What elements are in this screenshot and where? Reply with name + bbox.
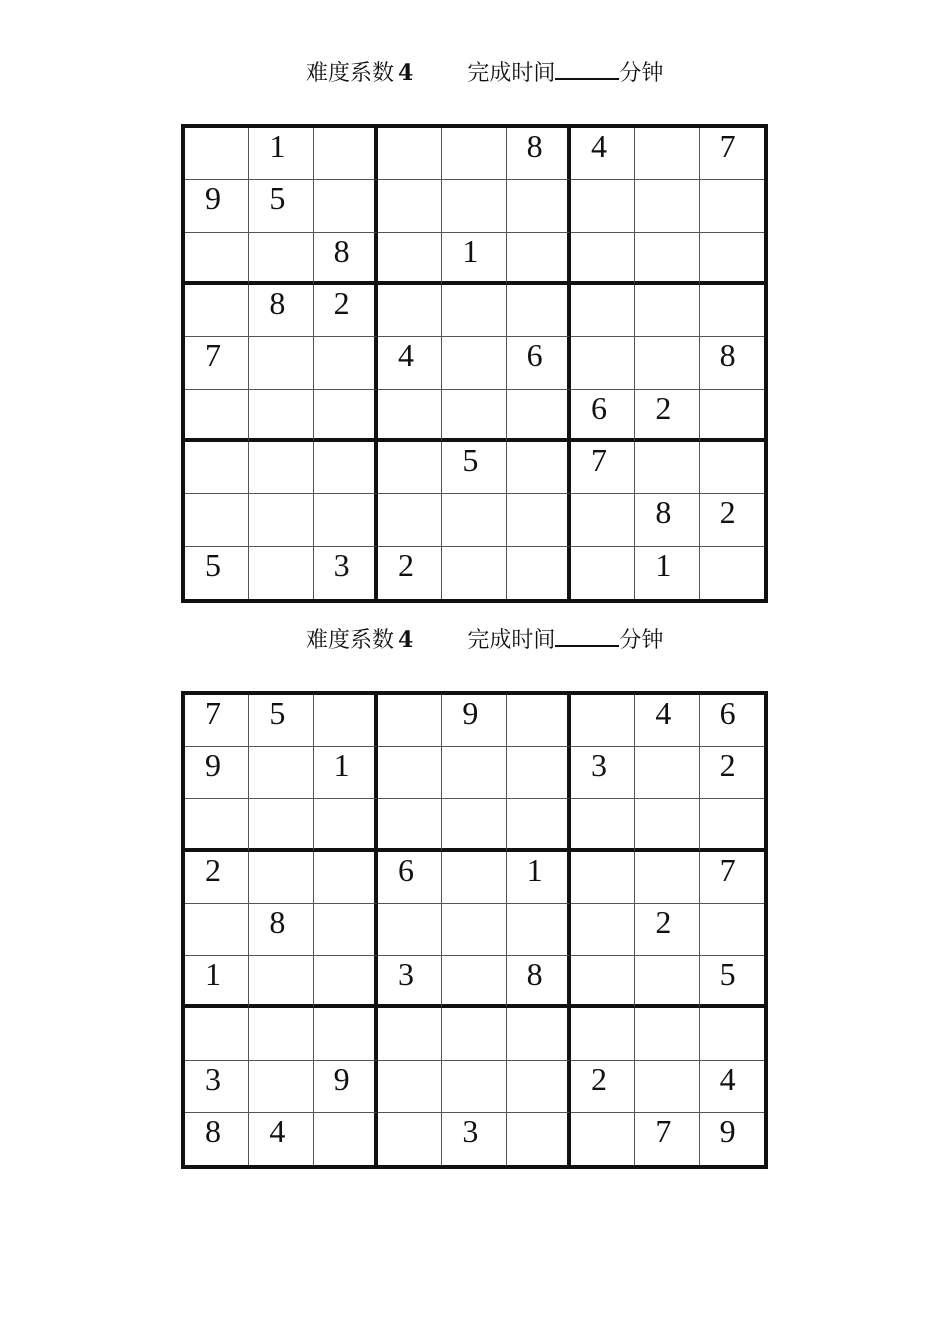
sudoku-cell[interactable] <box>571 695 635 747</box>
sudoku-cell[interactable] <box>442 799 506 851</box>
sudoku-cell[interactable] <box>249 233 313 285</box>
puzzle-1-header <box>306 58 663 88</box>
sudoku-cell[interactable] <box>442 128 506 180</box>
sudoku-cell[interactable] <box>378 695 442 747</box>
sudoku-cell[interactable] <box>378 128 442 180</box>
sudoku-cell[interactable] <box>571 799 635 851</box>
sudoku-cell[interactable] <box>442 390 506 442</box>
sudoku-cell[interactable] <box>442 956 506 1008</box>
sudoku-cell[interactable] <box>507 904 571 956</box>
sudoku-cell[interactable] <box>571 547 635 599</box>
sudoku-cell[interactable] <box>442 337 506 389</box>
sudoku-cell[interactable] <box>700 390 764 442</box>
sudoku-cell[interactable] <box>700 285 764 337</box>
sudoku-cell[interactable] <box>314 695 378 747</box>
sudoku-cell[interactable] <box>378 442 442 494</box>
sudoku-cell[interactable] <box>249 956 313 1008</box>
sudoku-cell[interactable] <box>700 799 764 851</box>
sudoku-cell[interactable] <box>507 1008 571 1060</box>
sudoku-cell[interactable] <box>249 747 313 799</box>
sudoku-cell[interactable]: 9 <box>719 1112 736 1149</box>
sudoku-cell[interactable]: 7 <box>185 337 249 389</box>
sudoku-cell[interactable] <box>507 390 571 442</box>
sudoku-cell[interactable] <box>635 956 699 1008</box>
sudoku-cell[interactable]: 9 <box>442 695 506 747</box>
sudoku-cell[interactable] <box>314 494 378 546</box>
sudoku-cell[interactable]: 5 <box>249 180 313 232</box>
sudoku-cell[interactable]: 5 <box>185 547 249 599</box>
sudoku-cell[interactable]: 3 <box>378 956 442 1008</box>
sudoku-cell[interactable] <box>378 1061 442 1113</box>
sudoku-cell[interactable] <box>314 1008 378 1060</box>
difficulty-value: 4 <box>398 60 414 86</box>
sudoku-cell[interactable] <box>314 852 378 904</box>
sudoku-cell[interactable]: 9 <box>185 180 249 232</box>
sudoku-cell[interactable]: 2 <box>378 547 442 599</box>
sudoku-cell[interactable]: 8 <box>249 285 313 337</box>
time-unit: 分钟 <box>619 61 664 86</box>
sudoku-cell[interactable] <box>507 180 571 232</box>
time-blank-line[interactable] <box>555 58 619 80</box>
time-label: 完成时间 <box>467 628 556 653</box>
sudoku-cell[interactable] <box>635 337 699 389</box>
sudoku-cell[interactable] <box>249 390 313 442</box>
sudoku-cell[interactable] <box>635 799 699 851</box>
time-label: 完成时间 <box>467 61 556 86</box>
sudoku-cell[interactable]: 1 <box>442 233 506 285</box>
sudoku-cell[interactable] <box>442 547 506 599</box>
sudoku-cell[interactable]: 8 <box>635 494 699 546</box>
sudoku-cell[interactable] <box>571 1008 635 1060</box>
sudoku-cell[interactable] <box>442 494 506 546</box>
sudoku-cell[interactable]: 1 <box>507 852 571 904</box>
sudoku-cell[interactable]: 3 <box>571 747 635 799</box>
sudoku-cell[interactable] <box>185 390 249 442</box>
sudoku-cell[interactable] <box>442 180 506 232</box>
sudoku-cell[interactable] <box>635 1008 699 1060</box>
sudoku-cell[interactable] <box>249 799 313 851</box>
sudoku-cell[interactable] <box>314 180 378 232</box>
sudoku-cell[interactable] <box>507 695 571 747</box>
sudoku-cell[interactable] <box>378 285 442 337</box>
sudoku-cell[interactable]: 6 <box>571 390 635 442</box>
sudoku-cell[interactable] <box>249 852 313 904</box>
sudoku-cell[interactable] <box>571 494 635 546</box>
sudoku-cell[interactable] <box>185 904 249 956</box>
sudoku-cell[interactable] <box>442 1061 506 1113</box>
sudoku-cell[interactable] <box>378 799 442 851</box>
sudoku-cell[interactable] <box>378 180 442 232</box>
sudoku-cell[interactable] <box>378 1008 442 1060</box>
sudoku-cell[interactable] <box>442 747 506 799</box>
sudoku-cell[interactable]: 5 <box>700 956 764 1008</box>
sudoku-cell[interactable] <box>185 799 249 851</box>
sudoku-cell[interactable]: 2 <box>700 747 764 799</box>
sudoku-cell[interactable] <box>635 1061 699 1113</box>
sudoku-cell[interactable]: 7 <box>185 695 249 747</box>
sudoku-cell[interactable] <box>185 442 249 494</box>
sudoku-cell[interactable] <box>571 233 635 285</box>
sudoku-cell[interactable] <box>700 547 764 599</box>
sudoku-cell[interactable]: 8 <box>249 904 313 956</box>
sudoku-cell[interactable] <box>635 852 699 904</box>
sudoku-cell[interactable] <box>314 799 378 851</box>
sudoku-cell[interactable]: 2 <box>571 1061 635 1113</box>
sudoku-cell[interactable] <box>507 285 571 337</box>
sudoku-cell[interactable] <box>249 494 313 546</box>
sudoku-cell[interactable] <box>571 904 635 956</box>
sudoku-cell[interactable]: 1 <box>185 956 249 1008</box>
sudoku-cell[interactable] <box>185 233 249 285</box>
sudoku-cell[interactable] <box>571 956 635 1008</box>
sudoku-cell[interactable]: 8 <box>507 956 571 1008</box>
sudoku-cell[interactable]: 2 <box>314 285 378 337</box>
sudoku-cell[interactable]: 6 <box>507 337 571 389</box>
sudoku-cell[interactable]: 7 <box>700 852 764 904</box>
sudoku-cell[interactable] <box>378 904 442 956</box>
sudoku-cell[interactable] <box>378 494 442 546</box>
sudoku-cell[interactable] <box>507 747 571 799</box>
sudoku-cell[interactable]: 2 <box>700 494 764 546</box>
sudoku-cell[interactable]: 7 <box>635 1113 699 1165</box>
sudoku-cell[interactable] <box>700 180 764 232</box>
sudoku-cell[interactable] <box>314 442 378 494</box>
sudoku-cell[interactable] <box>571 1113 635 1165</box>
sudoku-cell[interactable] <box>378 233 442 285</box>
sudoku-cell[interactable]: 6 <box>700 695 764 747</box>
sudoku-cell[interactable] <box>314 904 378 956</box>
sudoku-cell[interactable]: 5 <box>249 695 313 747</box>
sudoku-cell[interactable]: 3 <box>314 547 378 599</box>
sudoku-cell[interactable] <box>635 285 699 337</box>
sudoku-cell[interactable] <box>378 1113 442 1165</box>
sudoku-cell[interactable]: 5 <box>442 442 506 494</box>
sudoku-cell[interactable]: 1 <box>249 128 313 180</box>
sudoku-cell[interactable]: 4 <box>571 128 635 180</box>
sudoku-cell[interactable] <box>635 233 699 285</box>
sudoku-grid-2 <box>181 691 768 1169</box>
sudoku-cell[interactable]: 3 <box>185 1061 249 1113</box>
sudoku-cell[interactable] <box>442 852 506 904</box>
sudoku-cell[interactable]: 2 <box>635 390 699 442</box>
sudoku-cell[interactable] <box>507 1113 571 1165</box>
sudoku-cell[interactable] <box>314 956 378 1008</box>
sudoku-cell[interactable]: 4 <box>249 1113 313 1165</box>
difficulty-label: 难度系数 <box>306 61 395 86</box>
sudoku-cell[interactable]: 9 <box>314 1061 378 1113</box>
sudoku-cell[interactable]: 4 <box>635 695 699 747</box>
sudoku-cell[interactable]: 8 <box>314 233 378 285</box>
sudoku-cell[interactable]: 1 <box>314 747 378 799</box>
sudoku-cell[interactable] <box>249 442 313 494</box>
sudoku-cell[interactable] <box>249 1008 313 1060</box>
sudoku-cell[interactable] <box>185 285 249 337</box>
sudoku-cell[interactable] <box>700 1008 764 1060</box>
sudoku-cell[interactable] <box>635 442 699 494</box>
sudoku-cell[interactable] <box>378 747 442 799</box>
sudoku-cell[interactable] <box>571 337 635 389</box>
sudoku-cell[interactable]: 8 <box>507 128 571 180</box>
sudoku-cell[interactable] <box>314 128 378 180</box>
sudoku-cell[interactable]: 1 <box>635 547 699 599</box>
sudoku-cell[interactable] <box>378 390 442 442</box>
sudoku-cell[interactable] <box>314 390 378 442</box>
sudoku-cell[interactable]: 3 <box>442 1113 506 1165</box>
sudoku-cell[interactable] <box>314 337 378 389</box>
sudoku-cell[interactable] <box>571 285 635 337</box>
difficulty-value: 4 <box>398 627 414 653</box>
sudoku-cell[interactable] <box>571 180 635 232</box>
sudoku-cell[interactable] <box>185 128 249 180</box>
sudoku-cell[interactable] <box>507 799 571 851</box>
sudoku-cell[interactable]: 9 <box>185 747 249 799</box>
sudoku-cell[interactable]: 8 <box>185 1113 249 1165</box>
sudoku-grid-1 <box>181 124 768 603</box>
sudoku-cell[interactable] <box>635 747 699 799</box>
sudoku-cell[interactable] <box>571 852 635 904</box>
sudoku-cell[interactable] <box>249 547 313 599</box>
time-blank-line[interactable] <box>555 625 619 647</box>
sudoku-cell[interactable] <box>442 904 506 956</box>
puzzle-2-header <box>306 625 663 655</box>
sudoku-cell[interactable] <box>185 1008 249 1060</box>
sudoku-cell[interactable] <box>700 233 764 285</box>
sudoku-cell[interactable] <box>507 233 571 285</box>
sudoku-cell[interactable]: 4 <box>700 1061 764 1113</box>
sudoku-cell[interactable] <box>185 494 249 546</box>
sudoku-cell[interactable] <box>700 904 764 956</box>
sudoku-cell[interactable] <box>249 337 313 389</box>
sudoku-cell[interactable]: 2 <box>185 852 249 904</box>
sudoku-cell[interactable]: 7 <box>700 128 764 180</box>
sudoku-cell[interactable] <box>507 494 571 546</box>
sudoku-cell[interactable] <box>507 442 571 494</box>
sudoku-cell[interactable] <box>442 285 506 337</box>
sudoku-cell[interactable] <box>700 442 764 494</box>
sudoku-cell[interactable] <box>635 128 699 180</box>
sudoku-cell[interactable] <box>507 1061 571 1113</box>
sudoku-cell[interactable] <box>507 547 571 599</box>
sudoku-cell[interactable] <box>635 180 699 232</box>
sudoku-cell[interactable]: 6 <box>378 852 442 904</box>
sudoku-cell[interactable] <box>442 1008 506 1060</box>
sudoku-cell[interactable] <box>314 1113 378 1165</box>
sudoku-cell[interactable]: 2 <box>635 904 699 956</box>
sudoku-cell[interactable]: 7 <box>571 442 635 494</box>
time-unit: 分钟 <box>619 628 664 653</box>
difficulty-label: 难度系数 <box>306 628 395 653</box>
sudoku-cell[interactable] <box>249 1061 313 1113</box>
sudoku-cell[interactable]: 8 <box>700 337 764 389</box>
sudoku-cell[interactable]: 4 <box>378 337 442 389</box>
